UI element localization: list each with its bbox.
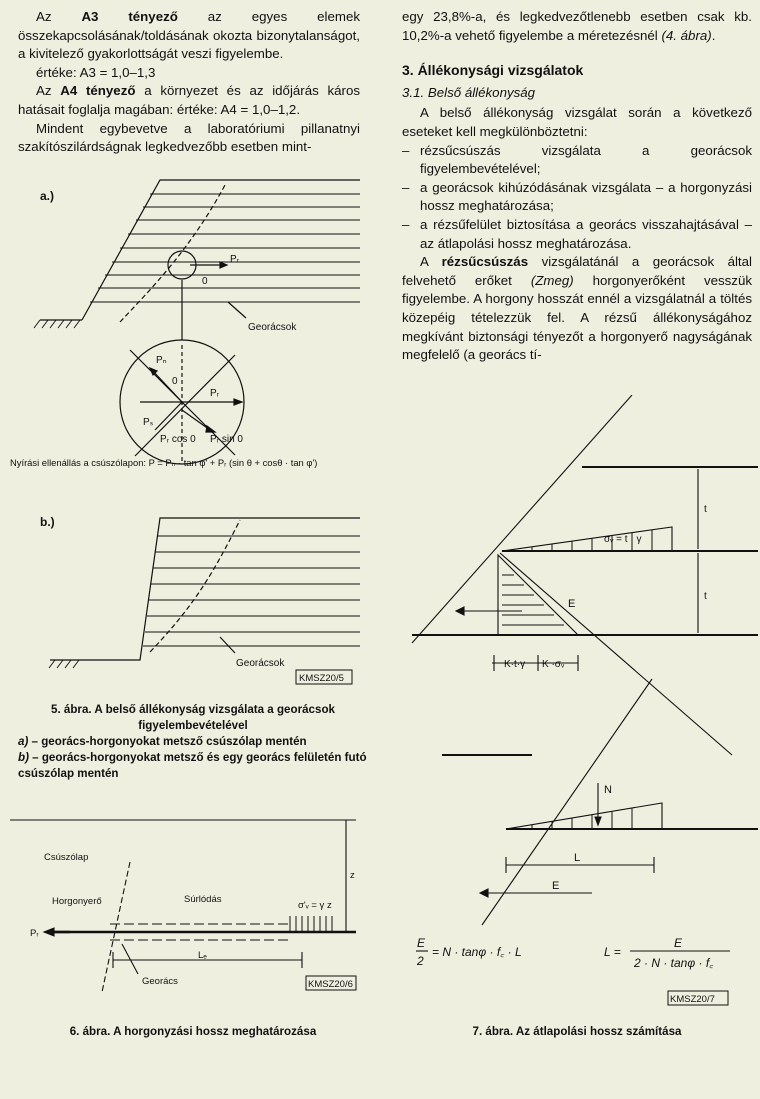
fig6-pr: Pᵣ <box>30 928 39 939</box>
figure-5-diagram <box>10 170 370 690</box>
paragraph-intro: A belső állékonyság vizsgálat során a következő eseteket kell megkülönböztetni: <box>402 105 752 139</box>
list-item: – a rézsűfelület biztosítása a georács visszahajtásával – az átlapolási hossz meghatározása. <box>402 216 752 251</box>
fig5-label-b: b.) <box>40 515 55 529</box>
eq2-denominator: 2 · N · tanφ · f꜀ <box>634 956 714 970</box>
figure-7-caption: 7. ábra. Az átlapolási hossz számítása <box>472 1025 682 1038</box>
eq2-numerator: E <box>674 936 683 950</box>
fig6-horgonyero: Horgonyerő <box>52 896 102 907</box>
figure-6-diagram <box>10 812 370 1002</box>
left-column-text <box>18 8 360 157</box>
section-heading: 3. Állékonysági vizsgálatok <box>402 62 584 79</box>
fig7-l: L <box>574 852 581 864</box>
fig5-pr-detail: Pᵣ <box>210 388 220 399</box>
fig7-e-upper: E <box>568 598 576 610</box>
fig5-georacsok-b: Georácsok <box>236 658 285 669</box>
eq1-numerator: E <box>417 936 426 950</box>
paragraph-a4: Az A4 tényező a környezet és az időjárás káros hatásait foglalja magában: értéke: A4 = 1,0–1,2. <box>18 83 361 117</box>
fig5-theta-detail: 0 <box>172 376 178 387</box>
fig7-t-lower: t <box>704 591 707 602</box>
fig7-e-lower: E <box>552 880 560 892</box>
fig5-formula: Nyírási ellenállás a csúszólapon: P = Pₙ · tan φ' + Pᵣ (sin θ + cosθ · tan φ') <box>10 457 318 468</box>
fig7-n: N <box>604 784 612 796</box>
fig5-code: KMSZ20/5 <box>299 673 344 684</box>
eq2-lhs: L = <box>604 945 621 959</box>
paragraph-a3-value: értéke: A3 = 1,0–1,3 <box>36 64 156 80</box>
fig5-georacsok-a: Georácsok <box>248 322 297 333</box>
fig5-pn-label: Pₙ <box>156 355 167 366</box>
fig6-csuszolap: Csúszólap <box>44 852 89 863</box>
fig5-pr-label: Pᵣ <box>230 254 240 265</box>
fig6-le: Lₑ <box>198 950 207 961</box>
fig6-code: KMSZ20/6 <box>308 979 353 990</box>
list-item: – a georácsok kihúzódásának vizsgálata – a horgonyzási hossz meghatározása; <box>402 179 752 214</box>
fig5-label-a: a.) <box>40 189 55 203</box>
figure-5-caption <box>18 702 368 782</box>
eq1-rhs: = N · tanφ · f꜀ · L <box>432 945 522 959</box>
figure-6-caption: 6. ábra. A horgonyzási hossz meghatározása <box>69 1025 317 1038</box>
fig7-t-upper: t <box>704 504 707 515</box>
fig7-kty: K·t·γ <box>504 659 526 670</box>
fig5-prsin-label: Pᵣ sin 0 <box>210 434 243 445</box>
paragraph-summary: Mindent egybevetve a laboratóriumi pillanatnyi szakítószilárdságnak legkedvezőbb esetben mint- <box>18 120 360 155</box>
fig7-code: KMSZ20/7 <box>670 994 715 1005</box>
fig5-theta-label: 0 <box>202 276 208 287</box>
right-column-text <box>402 8 752 365</box>
fig6-georacs: Georács <box>142 976 178 987</box>
fig6-z: z <box>350 870 355 881</box>
paragraph-slope-sliding: A rézsűcsúszás vizsgálatánál a georácsok által felvehető erőket (Zmeg) horgonyerőként vesszük figyelembe. A horgony hosszát ennél a vizsgálatnál a töltés közepéig tételezzük fel. A rézsű állékonyságához megkívánt biztonsági tényezőt a horgonyerő nagyságának megfelelő (a georács tí- <box>402 254 752 363</box>
fig7-ksv: K ·σᵥ <box>542 659 565 670</box>
figure-5-item-a: a) – georács-horgonyokat metsző csúszólap mentén <box>18 735 307 748</box>
fig5-prcos-label: Pᵣ cos 0 <box>160 434 196 445</box>
paragraph-continuation: egy 23,8%-a, és legkedvezőtlenebb esetben csak kb. 10,2%-a vehető figyelembe a méretezésnél (4. ábra). <box>402 9 752 43</box>
fig6-surlodas: Súrlódás <box>184 894 222 905</box>
list-item: – rézsűcsúszás vizsgálata a georácsok figyelembevételével; <box>402 142 752 177</box>
figure-7-diagram <box>402 395 758 1015</box>
figure-5-item-b: b) – georács-horgonyokat metsző és egy georács felületén futó csúszólap mentén <box>18 751 367 780</box>
fig7-sigma: σᵥ = t · γ <box>604 534 642 545</box>
paragraph-a3: Az A3 tényező az egyes elemek összekapcsolásának/toldásának okozta bizonytalanságot, a kivitelező gyakorlottságát veszi figyelembe. <box>18 9 360 62</box>
fig5-ps-label: Pₛ <box>143 417 154 428</box>
eq1-denominator: 2 <box>417 954 424 968</box>
figure-5-title: 5. ábra. A belső állékonyság vizsgálata a georácsok figyelembevételével <box>51 703 335 732</box>
subsection-heading: 3.1. Belső állékonyság <box>402 84 536 100</box>
fig6-sigma: σ'ᵥ = γ z <box>298 900 332 911</box>
